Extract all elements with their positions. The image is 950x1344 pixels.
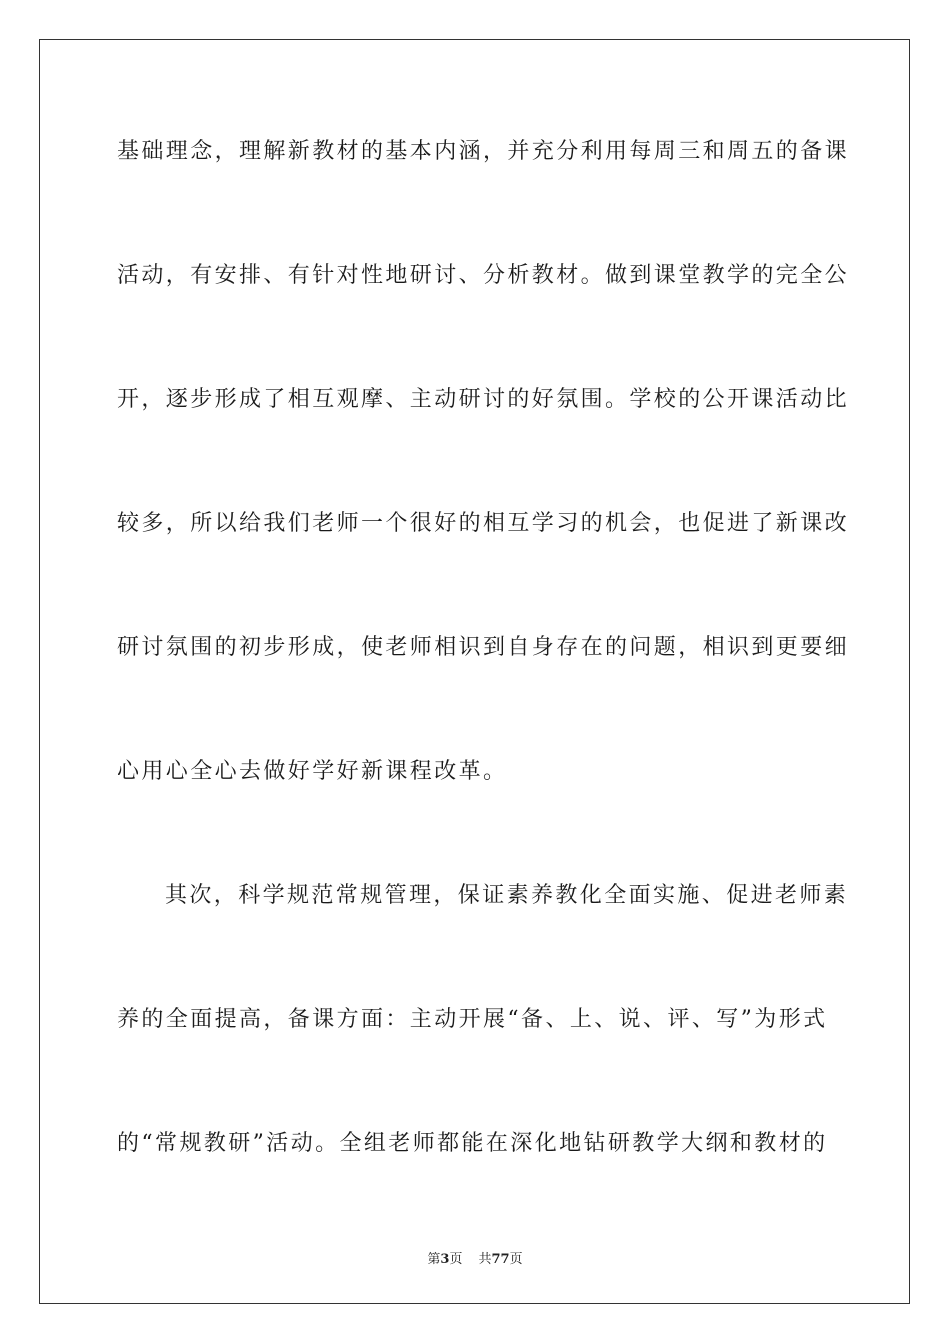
page-footer — [0, 1248, 950, 1267]
total-prefix: 共 — [478, 1252, 492, 1267]
text-line: 开，逐步形成了相互观摩、主动研讨的好氛围。学校的公开课活动比 — [117, 387, 850, 412]
text-line: 心用心全心去做好学好新课程改革。 — [117, 759, 508, 784]
page-prefix: 第 — [427, 1252, 441, 1267]
total-suffix: 页 — [509, 1252, 523, 1267]
text-line: 基础理念，理解新教材的基本内涵，并充分利用每周三和周五的备课 — [117, 139, 850, 164]
text-line: 研讨氛围的初步形成，使老师相识到自身存在的问题，相识到更要细 — [117, 635, 850, 660]
page-number: 3 — [440, 1252, 450, 1267]
document-body — [117, 132, 850, 1248]
total-pages: 77 — [491, 1252, 510, 1267]
text-line: 较多，所以给我们老师一个很好的相互学习的机会，也促进了新课改 — [117, 511, 850, 536]
text-line: 的“常规教研”活动。全组老师都能在深化地钻研教学大纲和教材的 — [117, 1131, 828, 1156]
text-line: 养的全面提高，备课方面：主动开展“备、上、说、评、写”为形式 — [117, 1007, 828, 1032]
page-suffix: 页 — [449, 1252, 463, 1267]
text-line: 活动，有安排、有针对性地研讨、分析教材。做到课堂教学的完全公 — [117, 263, 850, 288]
paragraph-first-line: 其次，科学规范常规管理，保证素养教化全面实施、促进老师素 — [165, 883, 849, 908]
